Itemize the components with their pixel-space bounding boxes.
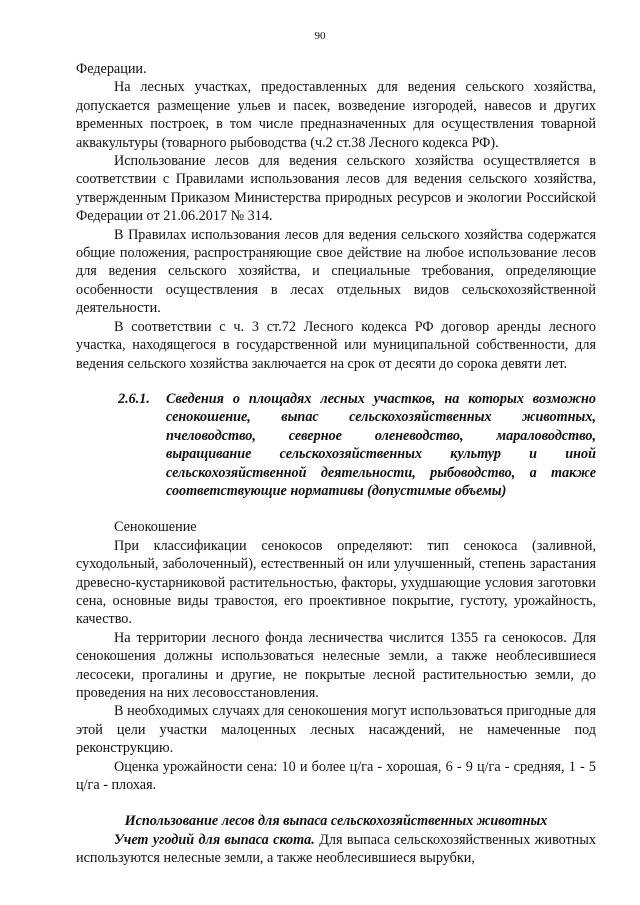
paragraph: Федерации. — [76, 61, 147, 77]
section-title: Сведения о площадях лесных участков, на которых возможно сенокошение, выпас сельскохозяйственных животных, пчеловодство, северное оленеводство, мараловодство, выращивание сельскохозяйственных культур и иной сельскохозяйственной деятельности, рыбоводство, а также соответствующие нормативы (допустимые объемы) — [166, 390, 596, 499]
paragraph: В соответствии с ч. 3 ст.72 Лесного кодекса РФ договор аренды лесного участка, находящегося в государственной или муниципальной собственности, для ведения сельского хозяйства заключается на срок от десяти до сорока девяти лет. — [76, 318, 596, 372]
paragraph: На территории лесного фонда лесничества числится 1355 га сенокосов. Для сенокошения должны использоваться нелесные земли, а также необлесившиеся лесосеки, прогалины и другие, не покрытые лесной растительностью земли, до проведения на них лесовосстановления. — [76, 629, 596, 701]
section-number: 2.6.1. — [118, 390, 150, 407]
paragraph — [76, 831, 596, 868]
section-heading — [76, 390, 596, 500]
paragraph: Использование лесов для ведения сельского хозяйства осуществляется в соответствии с Правилами использования лесов для ведения сельского хозяйства, утвержденным Приказом Министерства природных ресурсов и экологии Российской Федерации от 21.06.2017 № 314. — [76, 153, 596, 225]
paragraph: В Правилах использования лесов для ведения сельского хозяйства содержатся общие положения, распространяющие свое действие на любое использование лесов для ведения сельского хозяйства, и специальные требования, определяющие особенности осуществления в лесах отдельных видов сельскохозяйственной деятельности. — [76, 226, 596, 317]
paragraph: При классификации сенокосов определяют: тип сенокоса (заливной, суходольный, заболоченный), естественный он или улучшенный, степень зарастания древесно-кустарниковой растительностью, факторы, ухудшающие условия заготовки сена, основные виды травостоя, его проективное покрытие, густоту, урожайность, качество. — [76, 537, 596, 628]
paragraph: На лесных участках, предоставленных для ведения сельского хозяйства, допускается размещение ульев и пасек, возведение изгородей, навесов и других временных построек, в том числе предназначенных для осуществления товарной аквакультуры (товарного рыбоводства (ч.2 ст.38 Лесного кодекса РФ). — [76, 79, 596, 151]
page-number: 90 — [314, 30, 326, 42]
document-body — [76, 60, 596, 868]
grazing-lead: Учет угодий для выпаса скота. — [114, 831, 315, 848]
grazing-heading: Использование лесов для выпаса сельскохозяйственных животных — [124, 813, 548, 830]
paragraph: Оценка урожайности сена: 10 и более ц/га - хорошая, 6 - 9 ц/га - средняя, 1 - 5 ц/га - плохая. — [76, 758, 596, 794]
paragraph: В необходимых случаях для сенокошения могут использоваться пригодные для этой цели участки малоценных лесных насаждений, не намеченные под реконструкцию. — [76, 703, 596, 757]
haymaking-heading: Сенокошение — [114, 519, 197, 536]
grazing-text: Для выпаса сельскохозяйственных животных используются нелесные земли, а также необлесившиеся вырубки, — [76, 831, 596, 867]
